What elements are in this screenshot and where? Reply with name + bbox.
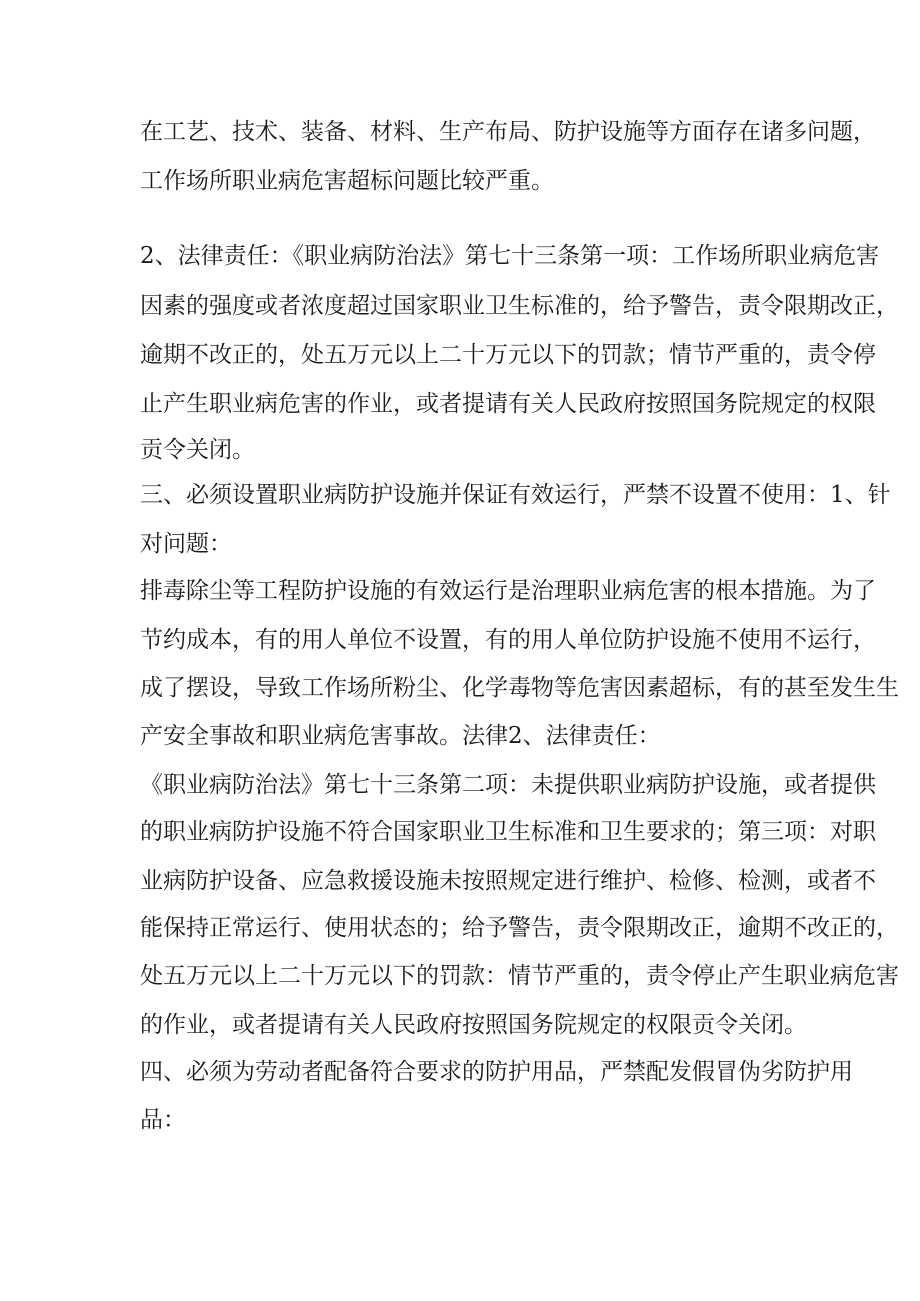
text-line: 的职业病防护设施不符合国家职业卫生标准和卫生要求的；第三项：对职 (140, 819, 876, 845)
text-line: 2、法律责任：《职业病防治法》第七十三条第一项：工作场所职业病危害 (140, 243, 880, 269)
text-line: 排毒除尘等工程防护设施的有效运行是治理职业病危害的根本措施。为了 (140, 578, 876, 604)
text-line: 贡令关闭。 (140, 437, 255, 463)
text-line: 的作业，或者提请有关人民政府按照国务院规定的权限贡令关闭。 (140, 1012, 807, 1038)
text-line: 成了摆设，导致工作场所粉尘、化学毒物等危害因素超标，有的甚至发生生 (140, 675, 899, 701)
text-line: 《职业病防治法》第七十三条第二项：未提供职业病防护设施，或者提供 (140, 772, 876, 798)
text-line: 工作场所职业病危害超标问题比较严重。 (140, 168, 554, 194)
text-line: 品： (140, 1107, 186, 1133)
text-line: 因素的强度或者浓度超过国家职业卫生标准的，给予警告，责令限期改正， (140, 293, 899, 319)
text-line: 能保持正常运行、使用状态的；给予警告，责令限期改正，逾期不改正的， (140, 915, 899, 941)
text-line: 节约成本，有的用人单位不设置，有的用人单位防护设施不使用不运行， (140, 627, 876, 653)
text-line: 业病防护设备、应急救援设施未按照规定进行维护、检修、检测，或者不 (140, 868, 876, 894)
text-line: 四、必须为劳动者配备符合要求的防护用品，严禁配发假冒伪劣防护用 (140, 1059, 853, 1085)
text-line: 对问题： (140, 531, 232, 557)
text-line: 在工艺、技术、装备、材料、生产布局、防护设施等方面存在诸多问题， (140, 119, 876, 145)
text-line: 逾期不改正的，处五万元以上二十万元以下的罚款；情节严重的，责令停 (140, 342, 876, 368)
text-line: 三、必须设置职业病防护设施并保证有效运行，严禁不设置不使用：1、针 (140, 482, 891, 508)
text-line: 产安全事故和职业病危害事故。法律2、法律责任： (140, 723, 661, 749)
text-line: 处五万元以上二十万元以下的罚款：情节严重的，责令停止产生职业病危害 (140, 963, 899, 989)
text-line: 止产生职业病危害的作业，或者提请有关人民政府按照国务院规定的权限 (140, 391, 876, 417)
